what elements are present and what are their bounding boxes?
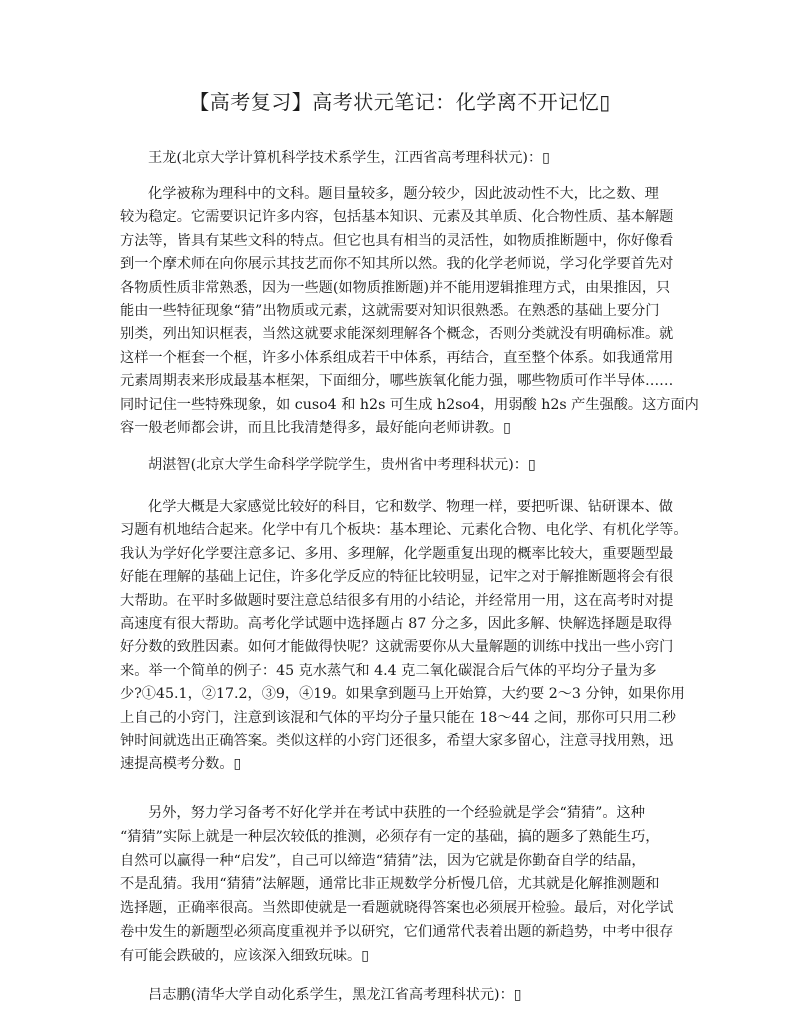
paragraph-hu-zhanzhi <box>120 496 700 777</box>
paragraph-line: 另外，努力学习备考不好化学并在考试中获胜的一个经验就是学会“猜猜”。这种 <box>148 805 645 821</box>
paragraph-line: 高速度有很大帮助。高考化学试题中选择题占 87 分之多，因此多解、快解选择题是取得 <box>120 616 673 633</box>
author-line-wang-long: 王龙(北京大学计算机科学技术系学生，江西省高考理科状元)：▯ <box>148 150 550 166</box>
author-line-lv-zhipeng: 吕志鹏(清华大学自动化系学生，黑龙江省高考理科状元)：▯ <box>148 987 522 1003</box>
paragraph-line: 卷中发生的新题型必须高度重视并予以研究，它们通常代表着出题的新趋势，中考中很存 <box>120 923 674 940</box>
paragraph-line: 好能在理解的基础上记住，许多化学反应的特征比较明显，记牢之对于解推断题将会有很 <box>120 569 674 586</box>
paragraph-line: 较为稳定。它需要识记许多内容，包括基本知识、元素及其单质、化合物性质、基本解题 <box>120 209 674 226</box>
paragraph-line: 同时记住一些特殊现象，如 cuso4 和 h2s 可生成 h2so4，用弱酸 h2s 产生强酸。这方面内 <box>120 396 699 413</box>
paragraph-line: 钟时间就选出正确答案。类似这样的小窍门还很多，希望大家多留心，注意寻找用熟，迅 <box>120 733 674 750</box>
paragraph-line: 方法等，皆具有某些文科的特点。但它也具有相当的灵活性，如物质推断题中，你好像看 <box>120 232 674 249</box>
paragraph-line: 到一个摩术师在向你展示其技艺而你不知其所以然。我的化学老师说，学习化学要首先对 <box>120 256 674 273</box>
paragraph-line: 别类，列出知识框表，当然这就要求能深刻理解各个概念，否则分类就没有明确标准。就 <box>120 326 674 343</box>
paragraph-line: 少?①45.1，②17.2，③9，④19。如果拿到题马上开始算，大约要 2～3 分钟，如果你用 <box>120 686 685 703</box>
paragraph-line: 化学被称为理科中的文科。题目量较多，题分较少，因此波动性不大，比之数、理 <box>148 186 659 202</box>
paragraph-line: 这样一个框套一个框，许多小体系组成若干中体系，再结合，直至整个体系。如我通常用 <box>120 349 674 366</box>
paragraph-line: 容一般老师都会讲，而且比我清楚得多，最好能向老师讲教。▯ <box>120 420 511 437</box>
paragraph-line: 好分数的致胜因素。如何才能做得快呢？这就需要你从大量解题的训练中找出一些小窍门 <box>120 639 674 656</box>
author-line-hu-zhanzhi: 胡湛智(北京大学生命科学学院学生，贵州省中考理科状元)：▯ <box>148 457 536 473</box>
paragraph-line: 选择题，正确率很高。当然即使就是一看题就晓得答案也必须展开检验。最后，对化学试 <box>120 900 674 917</box>
paragraph-line: 各物质性质非常熟悉，因为一些题(如物质推断题)并不能用逻辑推理方式，由果推因，只 <box>120 279 671 296</box>
paragraph-line: 上自己的小窍门，注意到该混和气体的平均分子量只能在 18～44 之间，那你可只用二秒 <box>120 709 676 726</box>
paragraph-line: 自然可以赢得一种“启发”，自己可以缔造“猜猜”法，因为它就是你勤奋自学的结晶， <box>120 852 646 869</box>
paragraph-guessing-method <box>120 802 700 969</box>
paragraph-line: 大帮助。在平时多做题时要注意总结很多有用的小结论，并经常用一用，这在高考时对提 <box>120 592 674 609</box>
paragraph-line: 速提高模考分数。▯ <box>120 756 242 773</box>
paragraph-line: 元素周期表来形成最基本框架，下面细分，哪些族氧化能力强，哪些物质可作半导体…… <box>120 373 674 390</box>
paragraph-line: 习题有机地结合起来。化学中有几个板块：基本理论、元素化合物、电化学、有机化学等。 <box>120 522 688 539</box>
paragraph-line: 我认为学好化学要注意多记、多用、多理解，化学题重复出现的概率比较大，重要题型最 <box>120 545 674 562</box>
paragraph-line: 能由一些特征现象“猜”出物质或元素，这就需要对知识很熟悉。在熟悉的基础上要分门 <box>120 303 660 320</box>
paragraph-wang-long <box>120 183 700 440</box>
paragraph-line: “猜猜”实际上就是一种层次较低的推测，必须存有一定的基础，搞的题多了熟能生巧， <box>120 828 660 845</box>
paragraph-line: 来。举一个简单的例子：45 克水蒸气和 4.4 克二氧化碳混合后气体的平均分子量为多 <box>120 662 657 679</box>
paragraph-line: 有可能会跌破的，应该深入细致玩味。▯ <box>120 947 369 964</box>
document-title: 【高考复习】高考状元笔记：化学离不开记忆▯ <box>189 90 611 114</box>
paragraph-line: 不是乱猜。我用“猜猜”法解题，通常比非正规数学分析慢几倍，尤其就是化解推测题和 <box>120 876 660 893</box>
paragraph-line: 化学大概是大家感觉比较好的科目，它和数学、物理一样，要把听课、钻研课本、做 <box>148 499 673 515</box>
